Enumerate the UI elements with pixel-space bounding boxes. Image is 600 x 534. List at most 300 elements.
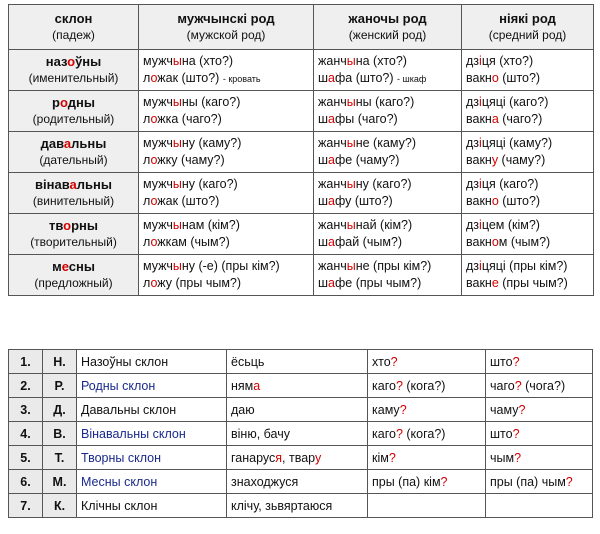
form-part: л bbox=[143, 153, 151, 167]
form-part: ш bbox=[318, 194, 329, 208]
form-stress-vowel: о bbox=[491, 194, 499, 208]
case-name-ru: (предложный) bbox=[34, 276, 113, 290]
question-inanimate bbox=[486, 494, 593, 518]
form-part: жак (што?) bbox=[157, 70, 220, 85]
case-name-link[interactable] bbox=[77, 470, 227, 494]
question-text: кім bbox=[372, 450, 389, 465]
form-stress-vowel: о bbox=[150, 276, 158, 290]
case-name-part: дав bbox=[40, 136, 64, 151]
form-stress-vowel: а bbox=[328, 112, 335, 126]
form-part: жку (чаму?) bbox=[157, 153, 225, 167]
header-feminine-sub: (женский род) bbox=[348, 28, 427, 42]
form-inanimate bbox=[143, 70, 313, 88]
question-mark: ? bbox=[512, 426, 520, 441]
verb-part: ганарус bbox=[231, 450, 276, 465]
declension-row bbox=[9, 255, 594, 296]
form-part: дз bbox=[466, 95, 480, 109]
case-name-link[interactable] bbox=[77, 422, 227, 446]
form-part: л bbox=[143, 235, 151, 249]
question-animate bbox=[368, 398, 486, 422]
form-animate bbox=[318, 176, 461, 193]
form-inanimate bbox=[466, 234, 593, 251]
question-text: што bbox=[490, 354, 513, 369]
form-part: (што?) bbox=[498, 194, 541, 208]
form-part: жанч bbox=[318, 53, 347, 68]
form-inanimate bbox=[466, 70, 593, 87]
form-inanimate bbox=[318, 234, 461, 251]
header-masculine-sub: (мужской род) bbox=[186, 28, 266, 42]
form-inanimate bbox=[143, 234, 313, 251]
question-animate bbox=[368, 494, 486, 518]
question-text: чаго bbox=[490, 378, 515, 393]
form-cell-masculine bbox=[139, 50, 314, 91]
form-inanimate bbox=[318, 193, 461, 210]
form-stress-vowel: і bbox=[479, 54, 482, 68]
form-stress-vowel: о bbox=[491, 71, 499, 85]
case-number: 1. bbox=[9, 350, 43, 374]
case-row bbox=[9, 446, 593, 470]
form-part: не (пры кім?) bbox=[355, 259, 432, 273]
case-name-cell bbox=[9, 91, 139, 132]
case-row bbox=[9, 494, 593, 518]
case-questions-table bbox=[8, 349, 593, 518]
question-text: пры (па) кім bbox=[372, 474, 441, 489]
form-part: жанч bbox=[318, 136, 347, 150]
form-part: дз bbox=[466, 177, 480, 191]
case-number: 5. bbox=[9, 446, 43, 470]
form-part: цяці (каго?) bbox=[481, 95, 549, 109]
case-abbreviation: Р. bbox=[43, 374, 77, 398]
form-stress-vowel: а bbox=[328, 276, 335, 290]
question-animate bbox=[368, 446, 486, 470]
form-part: (чаго?) bbox=[498, 112, 543, 126]
form-inanimate bbox=[318, 275, 461, 292]
case-stress-vowel: е bbox=[61, 259, 69, 274]
form-part: ш bbox=[318, 70, 329, 85]
form-stress-vowel: і bbox=[479, 136, 482, 150]
form-stress-vowel: ы bbox=[172, 95, 182, 109]
form-cell-feminine bbox=[314, 214, 462, 255]
form-inanimate bbox=[143, 111, 313, 128]
case-row bbox=[9, 350, 593, 374]
case-stress-vowel: о bbox=[63, 218, 72, 233]
question-text: што bbox=[490, 426, 513, 441]
verb-stress-vowel: у bbox=[314, 450, 322, 465]
form-part: фе (пры чым?) bbox=[334, 276, 422, 290]
case-name-by bbox=[9, 54, 138, 70]
form-stress-vowel: ы bbox=[172, 177, 182, 191]
translation-note: - кровать bbox=[222, 73, 261, 84]
form-animate bbox=[466, 176, 593, 193]
case-abbreviation: В. bbox=[43, 422, 77, 446]
case-row bbox=[9, 374, 593, 398]
case-name-ru: (винительный) bbox=[32, 194, 115, 208]
header-neuter-sub: (средний род) bbox=[488, 28, 567, 42]
case-name-text: Месны склон bbox=[81, 474, 158, 489]
case-name-by bbox=[9, 259, 138, 275]
form-part: ны (каго?) bbox=[181, 95, 241, 109]
form-stress-vowel: о bbox=[150, 194, 158, 208]
form-part: дз bbox=[466, 54, 480, 68]
form-stress-vowel: у bbox=[491, 153, 499, 167]
verb-part: даю bbox=[231, 402, 255, 417]
case-row bbox=[9, 422, 593, 446]
case-name-by bbox=[9, 177, 138, 193]
form-inanimate bbox=[143, 152, 313, 169]
case-name-text: Назоўны склон bbox=[81, 354, 169, 369]
form-cell-feminine bbox=[314, 173, 462, 214]
form-part: (пры чым?) bbox=[498, 276, 568, 290]
form-stress-vowel: ы bbox=[346, 53, 356, 68]
form-animate bbox=[318, 217, 461, 234]
form-stress-vowel: і bbox=[479, 177, 482, 191]
form-cell-neuter bbox=[462, 214, 594, 255]
form-animate bbox=[466, 258, 593, 275]
form-part: жу (пры чым?) bbox=[157, 276, 242, 290]
case-abbreviation: Д. bbox=[43, 398, 77, 422]
case-abbreviation: М. bbox=[43, 470, 77, 494]
case-name-by bbox=[9, 136, 138, 152]
declension-row bbox=[9, 50, 594, 91]
example-verb bbox=[227, 374, 368, 398]
form-stress-vowel: а bbox=[328, 153, 335, 167]
form-part: дз bbox=[466, 218, 480, 232]
question-animate bbox=[368, 374, 486, 398]
case-row bbox=[9, 470, 593, 494]
case-name-ru: (именительный) bbox=[28, 71, 119, 85]
form-part: цяці (пры кім?) bbox=[481, 259, 568, 273]
form-part: вакн bbox=[466, 235, 492, 249]
form-part: вакн bbox=[466, 276, 492, 290]
case-number: 6. bbox=[9, 470, 43, 494]
form-animate bbox=[466, 217, 593, 234]
form-stress-vowel: а bbox=[328, 235, 335, 249]
form-part: вакн bbox=[466, 71, 492, 85]
case-stress-vowel: о bbox=[67, 54, 76, 69]
form-part: жанч bbox=[318, 177, 347, 191]
form-cell-feminine bbox=[314, 91, 462, 132]
form-cell-neuter bbox=[462, 255, 594, 296]
question-animate bbox=[368, 422, 486, 446]
question-text: хто bbox=[372, 354, 391, 369]
case-name-cell bbox=[9, 214, 139, 255]
form-animate bbox=[143, 176, 313, 193]
form-cell-neuter bbox=[462, 50, 594, 91]
form-part: л bbox=[143, 70, 151, 85]
question-alt: (кога?) bbox=[402, 378, 446, 393]
case-number: 7. bbox=[9, 494, 43, 518]
form-part: жанч bbox=[318, 259, 347, 273]
question-mark: ? bbox=[395, 426, 403, 441]
form-stress-vowel: ы bbox=[172, 218, 182, 232]
question-inanimate bbox=[486, 350, 593, 374]
form-part: дз bbox=[466, 136, 480, 150]
case-abbreviation: К. bbox=[43, 494, 77, 518]
form-stress-vowel: а bbox=[491, 112, 499, 126]
case-name-part: рны bbox=[71, 218, 99, 233]
example-verb bbox=[227, 350, 368, 374]
question-inanimate bbox=[486, 446, 593, 470]
form-part: най (кім?) bbox=[355, 218, 413, 232]
form-part: на (хто?) bbox=[355, 53, 407, 68]
question-text: каго bbox=[372, 378, 396, 393]
form-part: фай (чым?) bbox=[334, 235, 403, 249]
case-name-link bbox=[77, 350, 227, 374]
case-name-part: дны bbox=[67, 95, 95, 110]
form-part: мужч bbox=[143, 136, 173, 150]
form-inanimate bbox=[318, 111, 461, 128]
form-part: ну (каму?) bbox=[181, 136, 242, 150]
form-part: ш bbox=[318, 153, 329, 167]
form-stress-vowel: ы bbox=[172, 53, 182, 68]
form-animate bbox=[318, 135, 461, 152]
case-name-part: льны bbox=[71, 136, 107, 151]
case-name-by bbox=[9, 218, 138, 234]
form-animate bbox=[466, 94, 593, 111]
form-animate bbox=[143, 53, 313, 70]
form-stress-vowel: а bbox=[328, 70, 335, 85]
form-part: жкам (чым?) bbox=[157, 235, 230, 249]
form-stress-vowel: ы bbox=[346, 259, 356, 273]
form-part: фе (чаму?) bbox=[334, 153, 400, 167]
verb-part: , твар bbox=[282, 450, 315, 465]
question-mark: ? bbox=[512, 354, 520, 369]
form-animate bbox=[466, 53, 593, 70]
case-number: 2. bbox=[9, 374, 43, 398]
question-mark: ? bbox=[565, 474, 573, 489]
verb-part: ням bbox=[231, 378, 254, 393]
form-part: на (хто?) bbox=[181, 53, 234, 68]
case-name-text: Клічны склон bbox=[81, 498, 158, 513]
form-part: не (каму?) bbox=[355, 136, 417, 150]
form-part: фу (што?) bbox=[334, 194, 393, 208]
form-part: фа (што?) bbox=[334, 70, 394, 85]
form-part: дз bbox=[466, 259, 480, 273]
declension-header-row bbox=[9, 5, 594, 50]
form-cell-masculine bbox=[139, 91, 314, 132]
form-inanimate bbox=[143, 275, 313, 292]
form-part: жанч bbox=[318, 218, 347, 232]
header-feminine bbox=[314, 5, 462, 50]
form-part: ця (каго?) bbox=[481, 177, 539, 191]
form-animate bbox=[143, 217, 313, 234]
form-part: мужч bbox=[143, 259, 173, 273]
form-part: ш bbox=[318, 276, 329, 290]
question-mark: ? bbox=[518, 402, 526, 417]
form-part: ця (хто?) bbox=[481, 54, 534, 68]
form-animate bbox=[466, 135, 593, 152]
verb-part: клічу, зьвяртаюся bbox=[231, 498, 333, 513]
form-cell-masculine bbox=[139, 255, 314, 296]
form-stress-vowel: ы bbox=[346, 95, 356, 109]
form-part: мужч bbox=[143, 218, 173, 232]
translation-note: - шкаф bbox=[397, 73, 427, 84]
case-name-text: Вінавальны склон bbox=[81, 426, 186, 441]
example-verb bbox=[227, 470, 368, 494]
case-name-part: наз bbox=[45, 54, 68, 69]
question-mark: ? bbox=[388, 450, 396, 465]
form-part: л bbox=[143, 276, 151, 290]
case-abbreviation: Т. bbox=[43, 446, 77, 470]
case-name-part: тв bbox=[48, 218, 64, 233]
form-cell-feminine bbox=[314, 255, 462, 296]
form-stress-vowel: о bbox=[150, 112, 158, 126]
question-inanimate bbox=[486, 422, 593, 446]
form-part: (чаму?) bbox=[498, 153, 546, 167]
form-stress-vowel: і bbox=[479, 95, 482, 109]
form-part: вакн bbox=[466, 112, 492, 126]
declension-row bbox=[9, 214, 594, 255]
form-stress-vowel: ы bbox=[346, 218, 356, 232]
form-stress-vowel: о bbox=[150, 235, 158, 249]
form-cell-neuter bbox=[462, 132, 594, 173]
form-part: ну (каго?) bbox=[181, 177, 238, 191]
header-case bbox=[9, 5, 139, 50]
question-mark: ? bbox=[399, 402, 407, 417]
question-mark: ? bbox=[440, 474, 448, 489]
case-name-part: р bbox=[52, 95, 60, 110]
form-stress-vowel: а bbox=[328, 194, 335, 208]
form-part: вакн bbox=[466, 194, 492, 208]
form-part: ны (каго?) bbox=[355, 95, 415, 109]
form-part: л bbox=[143, 112, 151, 126]
form-part: м (чым?) bbox=[498, 235, 551, 249]
question-mark: ? bbox=[395, 378, 403, 393]
case-name-part: сны bbox=[68, 259, 95, 274]
form-stress-vowel: о bbox=[150, 153, 158, 167]
case-stress-vowel: а bbox=[63, 136, 72, 151]
case-stress-vowel: а bbox=[69, 177, 77, 192]
verb-part: ёсьць bbox=[231, 354, 265, 369]
form-part: цем (кім?) bbox=[481, 218, 540, 232]
form-part: жка (чаго?) bbox=[157, 112, 222, 126]
case-name-ru: (родительный) bbox=[32, 112, 115, 126]
form-inanimate bbox=[318, 70, 461, 88]
form-animate bbox=[143, 135, 313, 152]
form-cell-masculine bbox=[139, 132, 314, 173]
form-inanimate bbox=[466, 275, 593, 292]
header-neuter-title: ніякі род bbox=[499, 11, 556, 26]
form-inanimate bbox=[466, 152, 593, 169]
verb-part: віню, бачу bbox=[231, 426, 290, 441]
form-part: ш bbox=[318, 112, 329, 126]
header-case-title: склон bbox=[54, 11, 93, 26]
form-part: фы (чаго?) bbox=[334, 112, 398, 126]
form-part: мужч bbox=[143, 53, 173, 68]
declension-row bbox=[9, 173, 594, 214]
question-animate bbox=[368, 350, 486, 374]
header-feminine-title: жаночы род bbox=[348, 11, 427, 26]
case-name-part: ўны bbox=[75, 54, 102, 69]
question-text: чым bbox=[490, 450, 515, 465]
form-inanimate bbox=[466, 111, 593, 128]
question-text: каму bbox=[372, 402, 400, 417]
form-part: ну (-е) (пры кім?) bbox=[181, 259, 280, 273]
form-cell-feminine bbox=[314, 50, 462, 91]
example-verb bbox=[227, 446, 368, 470]
case-row bbox=[9, 398, 593, 422]
header-neuter bbox=[462, 5, 594, 50]
example-verb bbox=[227, 494, 368, 518]
form-inanimate bbox=[466, 193, 593, 210]
form-part: цяці (каму?) bbox=[481, 136, 553, 150]
form-part: мужч bbox=[143, 177, 173, 191]
case-name-cell bbox=[9, 50, 139, 91]
form-cell-feminine bbox=[314, 132, 462, 173]
form-inanimate bbox=[143, 193, 313, 210]
question-alt: (чога?) bbox=[521, 378, 566, 393]
question-mark: ? bbox=[514, 378, 522, 393]
form-animate bbox=[143, 258, 313, 275]
case-name-link bbox=[77, 398, 227, 422]
case-name-cell bbox=[9, 255, 139, 296]
case-name-by bbox=[9, 95, 138, 111]
form-part: л bbox=[143, 194, 151, 208]
form-part: ш bbox=[318, 235, 329, 249]
case-name-part: льны bbox=[76, 177, 112, 192]
question-text: каго bbox=[372, 426, 396, 441]
case-number: 3. bbox=[9, 398, 43, 422]
question-inanimate bbox=[486, 470, 593, 494]
verb-stress-vowel: а bbox=[253, 378, 261, 393]
form-part: мужч bbox=[143, 95, 173, 109]
form-stress-vowel: о bbox=[150, 70, 158, 85]
header-masculine bbox=[139, 5, 314, 50]
case-abbreviation: Н. bbox=[43, 350, 77, 374]
declension-row bbox=[9, 91, 594, 132]
verb-part: знаходжуся bbox=[231, 474, 299, 489]
declension-table bbox=[8, 4, 594, 296]
form-inanimate bbox=[318, 152, 461, 169]
form-stress-vowel: о bbox=[491, 235, 499, 249]
form-stress-vowel: ы bbox=[346, 136, 356, 150]
form-part: (што?) bbox=[498, 71, 541, 85]
case-name-link[interactable] bbox=[77, 446, 227, 470]
form-stress-vowel: е bbox=[491, 276, 499, 290]
question-mark: ? bbox=[514, 450, 522, 465]
form-part: вакн bbox=[466, 153, 492, 167]
form-part: нам (кім?) bbox=[181, 218, 240, 232]
case-name-cell bbox=[9, 173, 139, 214]
question-inanimate bbox=[486, 374, 593, 398]
form-cell-masculine bbox=[139, 214, 314, 255]
case-name-link[interactable] bbox=[77, 374, 227, 398]
header-case-sub: (падеж) bbox=[52, 28, 95, 42]
form-part: жанч bbox=[318, 95, 347, 109]
case-name-part: вінав bbox=[35, 177, 70, 192]
case-name-part: м bbox=[52, 259, 62, 274]
case-name-cell bbox=[9, 132, 139, 173]
form-stress-vowel: ы bbox=[172, 136, 182, 150]
form-stress-vowel: і bbox=[479, 218, 482, 232]
example-verb bbox=[227, 398, 368, 422]
form-cell-masculine bbox=[139, 173, 314, 214]
case-number: 4. bbox=[9, 422, 43, 446]
case-name-text: Родны склон bbox=[81, 378, 156, 393]
declension-row bbox=[9, 132, 594, 173]
form-stress-vowel: ы bbox=[172, 259, 182, 273]
case-name-link bbox=[77, 494, 227, 518]
form-part: ну (каго?) bbox=[355, 177, 412, 191]
question-text: чаму bbox=[490, 402, 519, 417]
form-cell-neuter bbox=[462, 91, 594, 132]
form-stress-vowel: ы bbox=[346, 177, 356, 191]
case-stress-vowel: о bbox=[59, 95, 68, 110]
question-inanimate bbox=[486, 398, 593, 422]
form-animate bbox=[143, 94, 313, 111]
case-name-ru: (дательный) bbox=[39, 153, 108, 167]
header-masculine-title: мужчынскі род bbox=[177, 11, 275, 26]
